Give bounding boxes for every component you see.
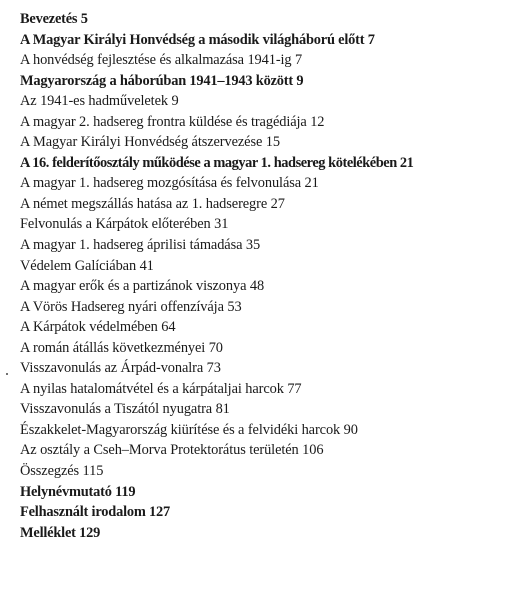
toc-entry-melleklet: Melléklet 129 — [20, 524, 101, 541]
toc-entry-karpatok-vedelme: A Kárpátok védelmében 64 — [20, 319, 176, 336]
toc-entry-protektoratus: Az osztály a Cseh–Morva Protektorátus területén 106 — [20, 442, 324, 459]
toc-entry-nemet-megszallas: A német megszállás hatása az 1. hadseregre 27 — [20, 195, 285, 212]
toc-entry-honvedseg-elott: A Magyar Királyi Honvédség a második világháború előtt 7 — [20, 31, 375, 48]
toc-entry-roman-atallas: A román átállás következményei 70 — [20, 339, 223, 356]
toc-entry-osszegzes: Összegzés 115 — [20, 463, 104, 480]
scan-speck — [6, 373, 8, 375]
table-of-contents — [20, 9, 520, 543]
toc-entry-galicia: Védelem Galíciában 41 — [20, 257, 154, 274]
toc-entry-nyilas-hatalomatvetel: A nyilas hatalomátvétel és a kárpátaljai harcok 77 — [20, 380, 302, 397]
toc-entry-2-hadsereg: A magyar 2. hadsereg frontra küldése és tragédiája 12 — [20, 113, 325, 130]
toc-entry-arpad-vonal: Visszavonulás az Árpád-vonalra 73 — [20, 360, 221, 377]
toc-entry-1941-hadmuveletek: Az 1941-es hadműveletek 9 — [20, 93, 179, 110]
toc-entry-aprilisi-tamadas: A magyar 1. hadsereg áprilisi támadása 35 — [20, 237, 261, 254]
toc-entry-partizanok: A magyar erők és a partizánok viszonya 48 — [20, 278, 265, 295]
toc-entry-fejlesztes: A honvédség fejlesztése és alkalmazása 1941-ig 7 — [20, 52, 303, 69]
toc-entry-irodalom: Felhasznált irodalom 127 — [20, 504, 171, 521]
toc-entry-magyarorszag-haboruban: Magyarország a háborúban 1941–1943 között 9 — [20, 72, 304, 89]
toc-entry-helynevmutato: Helynévmutató 119 — [20, 483, 136, 500]
toc-entry-tisza: Visszavonulás a Tiszától nyugatra 81 — [20, 401, 230, 418]
toc-entry-mozgositas: A magyar 1. hadsereg mozgósítása és felvonulása 21 — [20, 175, 319, 192]
toc-entry-eszakkelet: Északkelet-Magyarország kiürítése és a felvidéki harcok 90 — [20, 421, 358, 438]
toc-entry-nyari-offenziva: A Vörös Hadsereg nyári offenzívája 53 — [20, 298, 242, 315]
toc-entry-atszervezes: A Magyar Királyi Honvédség átszervezése 15 — [20, 134, 280, 151]
toc-entry-karpatok-eloter: Felvonulás a Kárpátok előterében 31 — [20, 216, 229, 233]
toc-entry-bevezetes: Bevezetés 5 — [20, 11, 88, 27]
toc-entry-16-felderitoosztaly: A 16. felderítőosztály működése a magyar 1. hadsereg kötelékében 21 — [20, 154, 414, 171]
